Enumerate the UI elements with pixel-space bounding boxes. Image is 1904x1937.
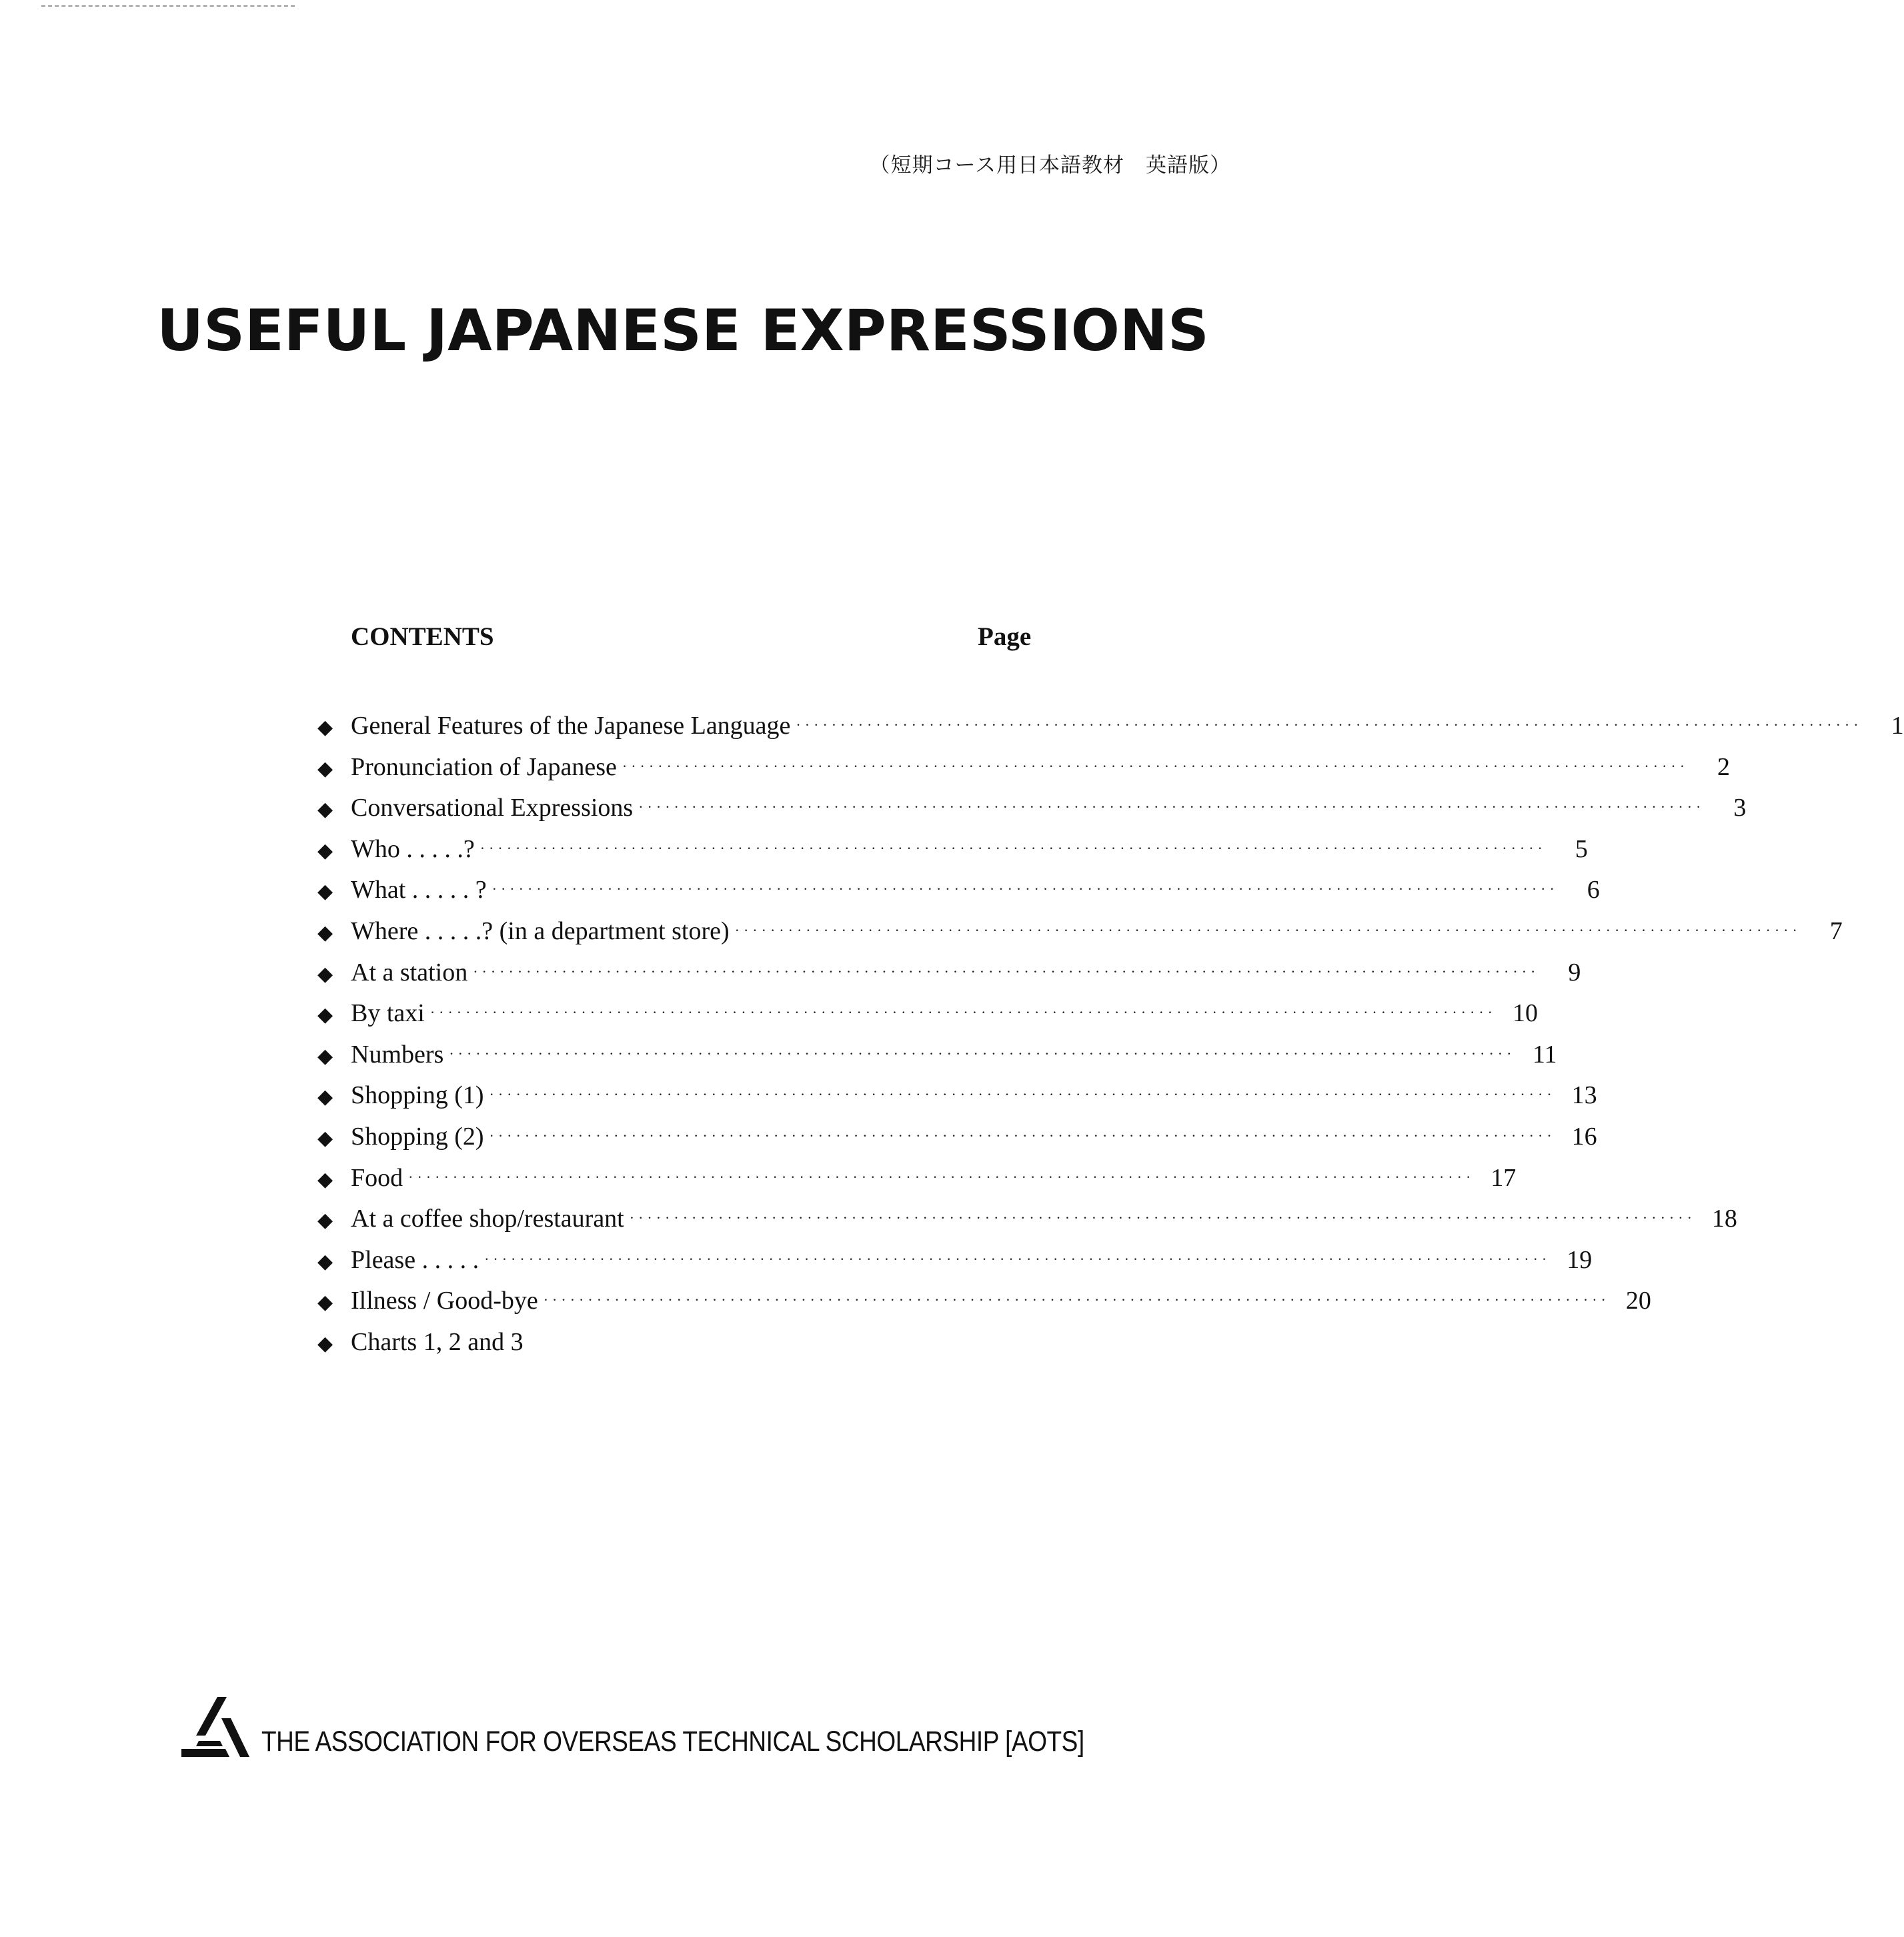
contents-entry	[317, 1040, 1557, 1081]
dot-leader: ························································································································	[473, 962, 1540, 980]
dot-leader: ························································································································	[629, 1209, 1696, 1227]
contents-entry	[317, 958, 1581, 999]
contents-entry-page: 19	[1567, 1245, 1593, 1274]
diamond-bullet-icon: ◆	[317, 756, 333, 780]
diamond-bullet-icon: ◆	[317, 1291, 333, 1315]
dot-leader: ························································································································	[638, 798, 1705, 816]
diamond-bullet-icon: ◆	[317, 1167, 333, 1191]
contents-entry	[317, 834, 1588, 876]
document-title: USEFUL JAPANESE EXPRESSIONS	[157, 297, 1209, 364]
contents-entry-page: 1	[1891, 712, 1904, 740]
contents-entry-page: 6	[1587, 876, 1600, 904]
contents-entry-title: Shopping (1)	[351, 1081, 484, 1110]
contents-entry-page: 2	[1717, 752, 1731, 781]
contents-entry-title: Illness / Good-bye	[351, 1287, 538, 1315]
contents-entry-title: By taxi	[351, 999, 425, 1028]
dot-leader: ························································································································	[449, 1045, 1516, 1062]
contents-entry-page: 5	[1575, 834, 1588, 863]
dot-leader: ························································································································	[734, 921, 1801, 938]
contents-entry	[317, 1286, 1651, 1327]
contents-entry	[317, 1122, 1597, 1163]
contents-entry	[317, 1245, 1593, 1287]
diamond-bullet-icon: ◆	[317, 1085, 333, 1109]
diamond-bullet-icon: ◆	[317, 716, 333, 739]
contents-entry	[317, 1204, 1737, 1245]
diamond-bullet-icon: ◆	[317, 1331, 333, 1355]
contents-entry	[317, 1327, 998, 1369]
contents-entry-page: 11	[1532, 1040, 1557, 1069]
contents-entry-title: Who . . . . .?	[351, 834, 475, 863]
dot-leader: ························································································································	[489, 1127, 1556, 1144]
contents-entry-title: Shopping (2)	[351, 1122, 484, 1151]
diamond-bullet-icon: ◆	[317, 838, 333, 862]
contents-entry-page: 10	[1512, 999, 1538, 1028]
contents-entry	[317, 1081, 1597, 1122]
edition-subtitle: （短期コース用日本語教材 英語版）	[869, 153, 1231, 177]
contents-entry-page: 3	[1733, 794, 1747, 822]
diamond-bullet-icon: ◆	[317, 1126, 333, 1150]
contents-entry-page: 20	[1625, 1287, 1651, 1315]
diamond-bullet-icon: ◆	[317, 1249, 333, 1273]
dot-leader: ························································································································	[408, 1168, 1475, 1185]
contents-entry-page: 9	[1568, 958, 1581, 987]
contents-entry	[317, 793, 1747, 834]
contents-entry	[317, 916, 1843, 958]
contents-entry	[317, 875, 1600, 916]
contents-entry-title: Please . . . . .	[351, 1245, 480, 1274]
dot-leader: ························································································································	[484, 1250, 1551, 1267]
dot-leader: ························································································································	[543, 1291, 1610, 1309]
organization-name: THE ASSOCIATION FOR OVERSEAS TECHNICAL SCHOLARSHIP [AOTS]	[261, 1726, 1084, 1758]
dot-leader: ························································································································	[429, 1004, 1497, 1021]
scan-edge-line	[41, 5, 295, 7]
diamond-bullet-icon: ◆	[317, 880, 333, 904]
contents-entry-title: At a coffee shop/restaurant	[351, 1205, 624, 1233]
contents-entry-page: 18	[1711, 1205, 1737, 1233]
dot-leader: ························································································································	[796, 716, 1863, 733]
contents-entry-title: Conversational Expressions	[351, 794, 634, 822]
contents-entry	[317, 752, 1731, 794]
table-of-contents	[317, 622, 1904, 1369]
contents-list	[317, 711, 1904, 1369]
contents-entry-title: At a station	[351, 958, 468, 987]
contents-entry	[317, 1163, 1517, 1205]
contents-entry-title: Charts 1, 2 and 3	[351, 1327, 524, 1356]
contents-entry	[317, 999, 1538, 1040]
contents-entry-title: General Features of the Japanese Language	[351, 712, 791, 740]
aots-logo-icon	[179, 1696, 259, 1760]
contents-heading: CONTENTS	[351, 622, 494, 651]
dot-leader: ························································································································	[622, 757, 1689, 774]
diamond-bullet-icon: ◆	[317, 920, 333, 944]
page-column-heading: Page	[978, 622, 1032, 651]
contents-entry-page: 16	[1571, 1122, 1597, 1151]
publisher-footer	[179, 1696, 1218, 1760]
contents-entry-title: Numbers	[351, 1040, 444, 1069]
diamond-bullet-icon: ◆	[317, 1003, 333, 1027]
contents-entry-page: 17	[1491, 1163, 1517, 1192]
contents-header	[317, 622, 1038, 659]
contents-entry-page: 7	[1829, 916, 1843, 945]
contents-entry-title: Where . . . . .? (in a department store)	[351, 916, 730, 945]
contents-entry-title: Pronunciation of Japanese	[351, 752, 617, 781]
contents-entry-title: Food	[351, 1163, 403, 1192]
contents-entry	[317, 711, 1904, 752]
diamond-bullet-icon: ◆	[317, 1209, 333, 1233]
diamond-bullet-icon: ◆	[317, 798, 333, 822]
contents-entry-title: What . . . . . ?	[351, 876, 487, 904]
diamond-bullet-icon: ◆	[317, 962, 333, 986]
contents-entry-page: 13	[1571, 1081, 1597, 1110]
dot-leader: ························································································································	[489, 1086, 1556, 1103]
dot-leader: ························································································································	[492, 880, 1559, 898]
dot-leader: ························································································································	[480, 839, 1547, 856]
diamond-bullet-icon: ◆	[317, 1044, 333, 1068]
